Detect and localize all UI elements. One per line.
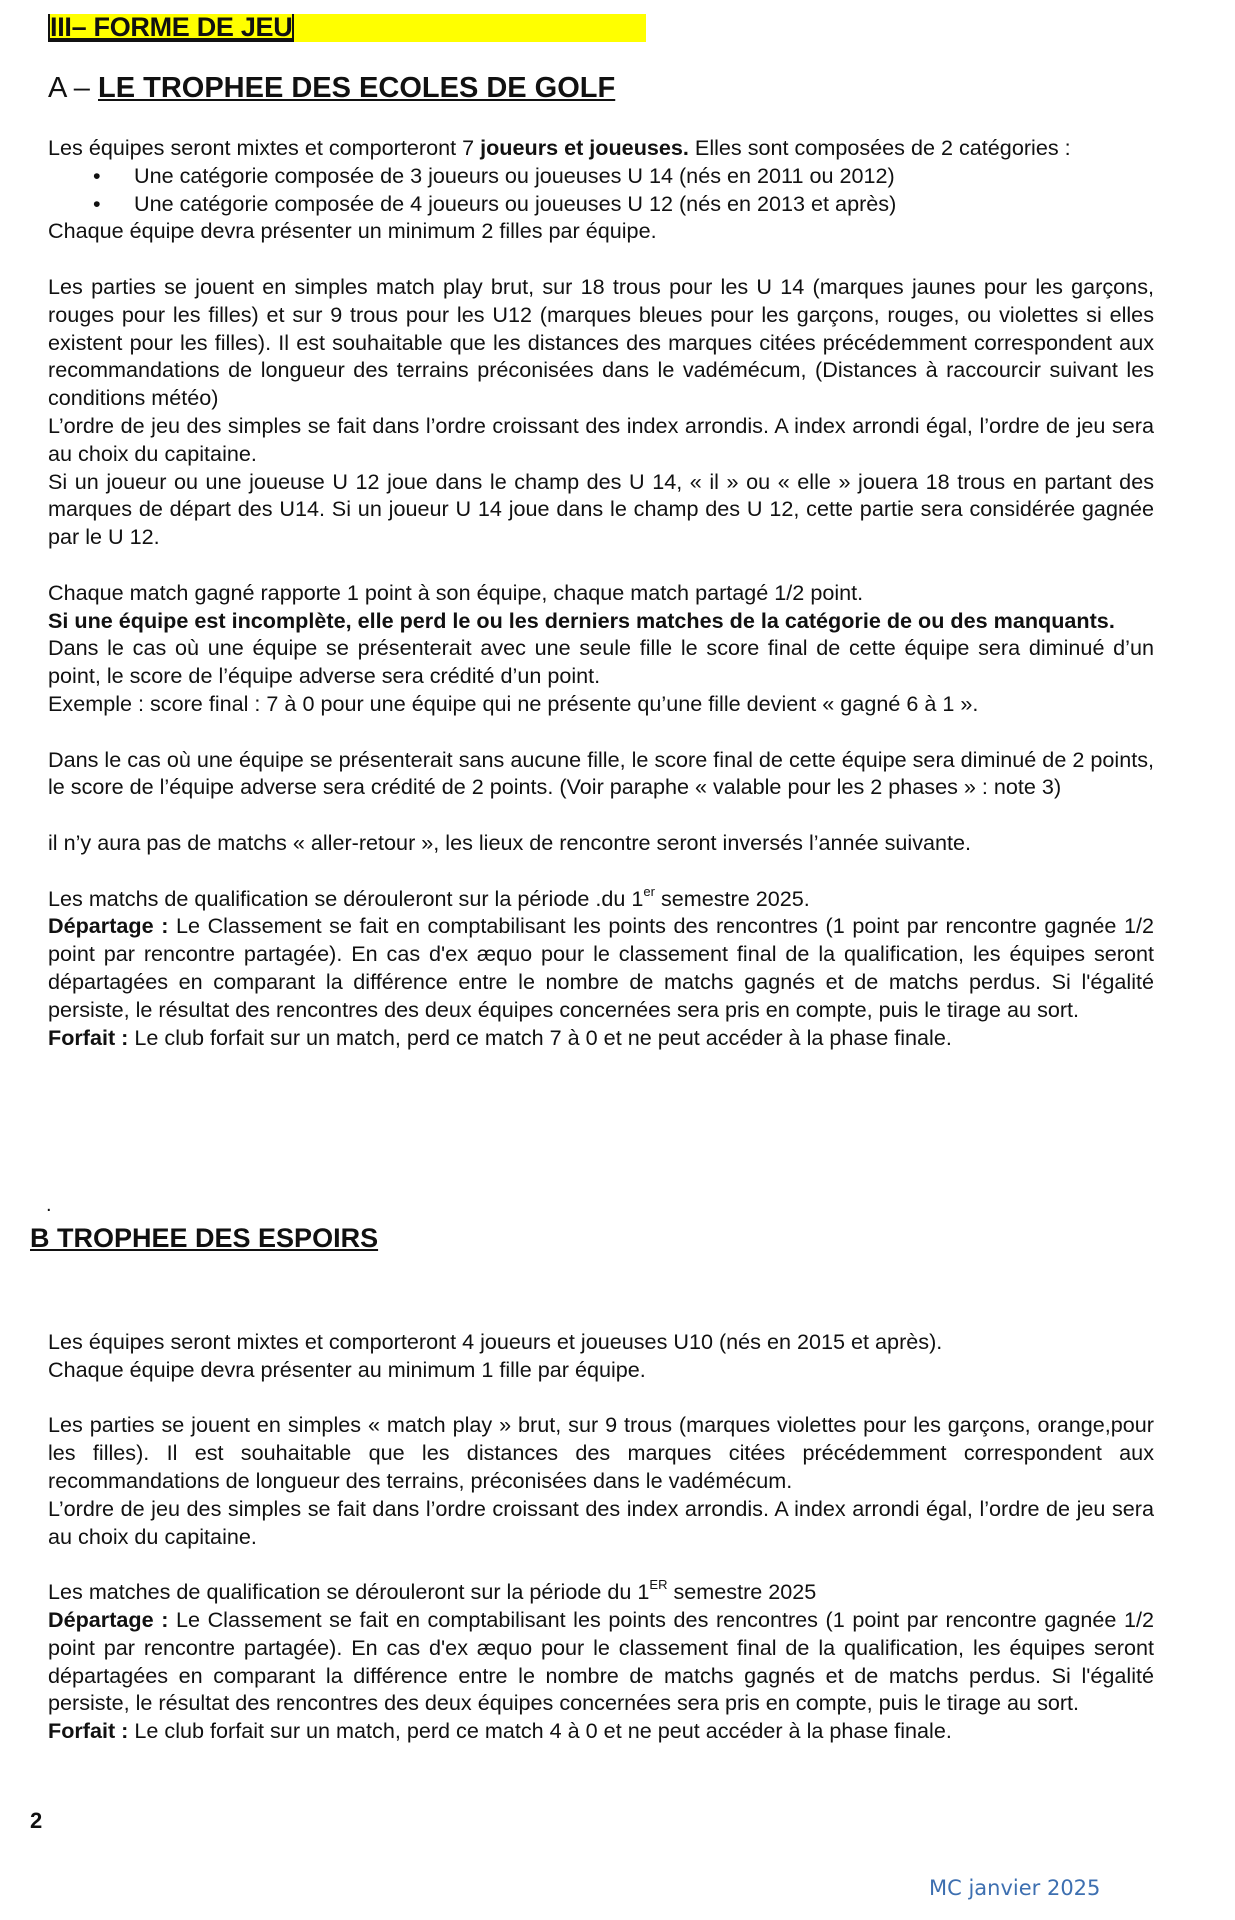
part-a-play-order: L’ordre de jeu des simples se fait dans l’ordre croissant des index arrondis. A index arrondi égal, l’ordre de jeu sera au choix du capitaine. xyxy=(48,412,1154,466)
part-b-play-order: L’ordre de jeu des simples se fait dans l’ordre croissant des index arrondis. A index arrondi égal, l’ordre de jeu sera au choix du capitaine. xyxy=(48,1495,1154,1549)
text-run-bold: Départage : xyxy=(48,913,169,939)
part-a-points: Chaque match gagné rapporte 1 point à son équipe, chaque match partagé 1/2 point. xyxy=(48,579,864,605)
part-a-example: Exemple : score final : 7 à 0 pour une équipe qui ne présente qu’une fille devient « gagné 6 à 1 ». xyxy=(48,690,979,716)
part-a-forfait xyxy=(48,1024,1154,1052)
text-run: Les matchs de qualification se dérouleront sur la période .du 1 xyxy=(48,885,644,911)
part-b-teams-paragraph: Les équipes seront mixtes et comporteront 4 joueurs et joueuses U10 (nés en 2015 et après). xyxy=(48,1329,943,1354)
category-list xyxy=(48,162,1154,218)
part-a-incomplete xyxy=(48,607,1154,635)
part-a-prefix: A – xyxy=(48,72,98,104)
superscript: er xyxy=(643,883,655,899)
footer-signature: MC janvier 2025 xyxy=(929,1876,1101,1900)
part-a-heading xyxy=(48,72,615,104)
text-run: Le Classement se fait en comptabilisant les points des rencontres (1 point par rencontre gagnée 1/2 point par rencontre partagée). En cas d'ex æquo pour le classement final de la qualification, les équipes seront départagées en comparant la différence entre le nombre de matchs gagnés et de matchs perdus. Si l'égalité persiste, le résultat des rencontres des deux équipes concernées sera pris en compte, puis le tirage au sort. xyxy=(48,913,1154,1022)
part-a-u12-rule: Si un joueur ou une joueuse U 12 joue dans le champ des U 14, « il » ou « elle » jouera 18 trous en partant des marques de départ des U14. Si un joueur U 14 joue dans le champ des U 12, cette partie sera considérée gagnée par le U 12. xyxy=(48,468,1154,550)
part-b-girls-rule: Chaque équipe devra présenter au minimum 1 fille par équipe. xyxy=(48,1356,646,1382)
part-b-forfait xyxy=(48,1717,1154,1745)
part-a-title: LE TROPHEE DES ECOLES DE GOLF xyxy=(98,72,616,104)
part-a-match-rules: Les parties se jouent en simples match play brut, sur 18 trous pour les U 14 (marques jaunes pour les garçons, rouges pour les filles) et sur 9 trous pour les U12 (marques bleues pour les garçons, rouges, ou violettes si elles existent pour les filles). Il est souhaitable que les distances des marques citées précédemment correspondent aux recommandations de longueur des terrains préconisées dans le vadémécum, (Distances à raccourcir suivant les conditions météo) xyxy=(48,273,1154,411)
section-title-highlight xyxy=(48,14,646,42)
part-a-girls-rule: Chaque équipe devra présenter un minimum 2 filles par équipe. xyxy=(48,218,657,244)
part-b-qualification xyxy=(48,1578,1154,1606)
text-run-bold: Si une équipe est incomplète, elle perd le ou les derniers matches de la catégorie de ou des manquants. xyxy=(48,607,1115,633)
part-a-qualification xyxy=(48,885,1154,913)
text-run-bold: joueurs et joueuses. xyxy=(480,135,689,160)
part-b-match-rules: Les parties se jouent en simples « match play » brut, sur 9 trous (marques violettes pour les garçons, orange,pour les filles). Il est souhaitable que les distances des marques citées précédemment correspondent aux recommandations de longueur des terrains, préconisées dans le vadémécum. xyxy=(48,1412,1154,1493)
section-title: III– FORME DE JEU xyxy=(50,12,293,42)
part-a-no-return: il n’y aura pas de matchs « aller-retour », les lieux de rencontre seront inversés l’année suivante. xyxy=(48,829,972,855)
text-run-bold: Départage : xyxy=(48,1606,169,1632)
text-run: semestre 2025. xyxy=(654,885,810,911)
part-a-one-girl: Dans le cas où une équipe se présenterait avec une seule fille le score final de cette équipe sera diminué d’un point, le score de l’équipe adverse sera crédité d’un point. xyxy=(48,635,1154,689)
page-number: 2 xyxy=(30,1808,43,1833)
text-run: Elles sont composées de 2 catégories : xyxy=(688,135,1071,160)
text-run: Les équipes seront mixtes et comporteront 7 xyxy=(48,135,481,160)
list-item: • Une catégorie composée de 3 joueurs ou joueuses U 14 (nés en 2011 ou 2012) xyxy=(134,162,1154,190)
text-run: semestre 2025 xyxy=(667,1579,817,1605)
part-a-no-girl: Dans le cas où une équipe se présenterait sans aucune fille, le score final de cette équipe sera diminué de 2 points, le score de l’équipe adverse sera crédité de 2 points. (Voir paraphe « valable pour les 2 phases » : note 3) xyxy=(48,746,1154,800)
text-run: Le Classement se fait en comptabilisant les points des rencontres (1 point par rencontre gagnée 1/2 point par rencontre partagée). En cas d'ex æquo pour le classement final de la qualification, les équipes seront départagées en comparant la différence entre le nombre de matchs gagnés et de matchs perdus. Si l'égalité persiste, le résultat des rencontres des deux équipes concernées sera pris en compte, puis le tirage au sort. xyxy=(48,1606,1154,1716)
part-b-departage xyxy=(48,1606,1154,1717)
text-run-bold: Forfait : xyxy=(48,1024,129,1050)
part-a-teams-paragraph xyxy=(48,134,1154,162)
text-run: Le club forfait sur un match, perd ce match 4 à 0 et ne peut accéder à la phase finale. xyxy=(128,1718,952,1744)
part-b-heading: B TROPHEE DES ESPOIRS xyxy=(30,1223,379,1253)
part-a-body xyxy=(48,134,1154,1051)
text-run: Le club forfait sur un match, perd ce match 7 à 0 et ne peut accéder à la phase finale. xyxy=(128,1024,952,1050)
text-run: Les matches de qualification se dérouleront sur la période du 1 xyxy=(48,1579,650,1605)
part-a-departage xyxy=(48,912,1154,1023)
superscript: ER xyxy=(649,1577,668,1593)
part-b-body xyxy=(48,1328,1154,1745)
text-run-bold: Forfait : xyxy=(48,1718,129,1744)
list-item: • Une catégorie composée de 4 joueurs ou joueuses U 12 (nés en 2013 et après) xyxy=(134,190,1154,218)
separator-dot: . xyxy=(46,1194,52,1216)
